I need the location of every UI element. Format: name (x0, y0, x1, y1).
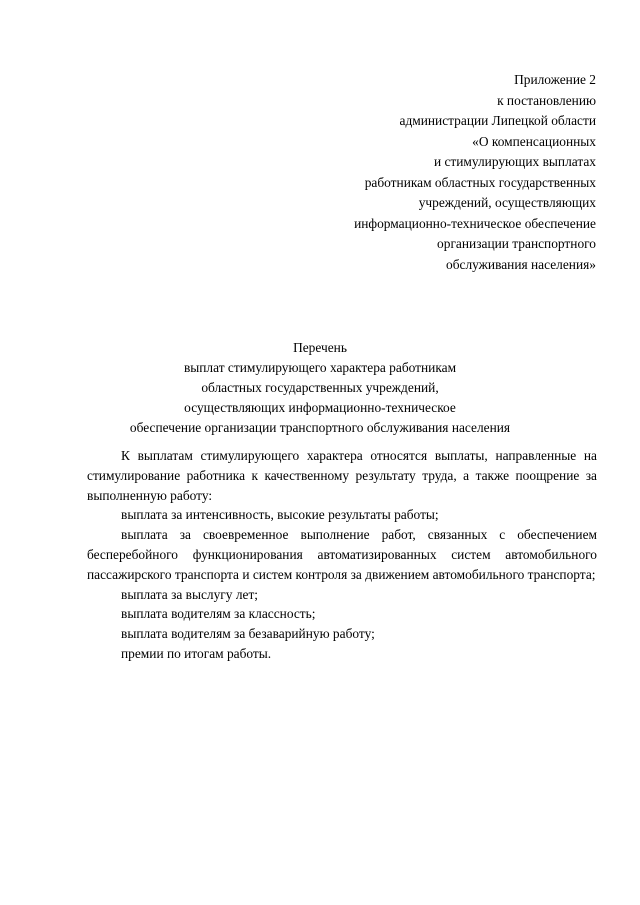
list-item: выплата водителям за классность; (121, 606, 316, 622)
title-line: осуществляющих информационно-техническое (184, 400, 456, 415)
appendix-line: обслуживания населения» (446, 256, 596, 272)
intro-paragraph: К выплатам стимулирующего характера относятся выплаты, направленные на стимулирование работника к качественному результату труда, а также поощрение за выполненную работу: (87, 448, 597, 503)
appendix-line: Приложение 2 (514, 72, 596, 87)
title-line: выплат стимулирующего характера работникам (183, 360, 457, 375)
appendix-line: информационно-техническое обеспечение (354, 215, 596, 231)
appendix-line: администрации Липецкой области (399, 113, 596, 128)
appendix-line: «О компенсационных (472, 133, 596, 149)
list-item: выплата за выслугу лет; (121, 586, 259, 602)
list-item: выплата водителям за безаварийную работу; (121, 626, 375, 642)
appendix-line: организации транспортного (437, 236, 596, 251)
list-item: выплата за интенсивность, высокие результаты работы; (121, 507, 439, 523)
document-title (0, 338, 640, 438)
appendix-line: работникам областных государственных (364, 174, 596, 190)
appendix-line: и стимулирующих выплатах (433, 154, 596, 169)
title-line: обеспечение организации транспортного обслуживания населения (129, 420, 511, 435)
list-item: премии по итогам работы. (121, 645, 272, 661)
appendix-header (276, 70, 596, 275)
list-item: выплата за своевременное выполнение работ, связанных с обеспечением бесперебойного функционирования автоматизированных систем автомобильного пассажирского транспорта и систем контроля за движением автомобильного транспорта; (87, 527, 597, 582)
document-body (87, 446, 597, 664)
title-line: областных государственных учреждений, (201, 380, 439, 395)
title-line: Перечень (293, 340, 347, 355)
appendix-line: учреждений, осуществляющих (418, 195, 596, 210)
appendix-line: к постановлению (497, 92, 596, 108)
